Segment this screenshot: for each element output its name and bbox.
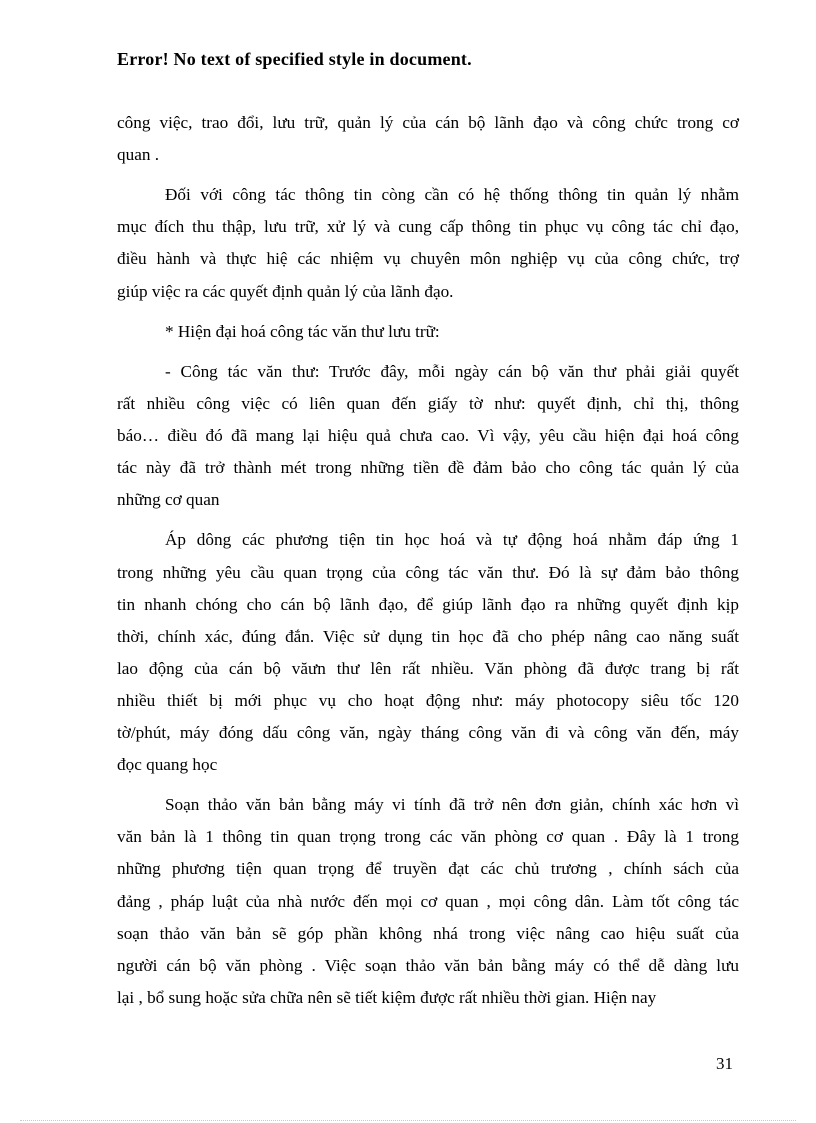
text-line: soạn thảo văn bản sẽ góp phần không nhá trong việc nâng cao hiệu suất của	[117, 924, 739, 943]
text-line: nhiều thiết bị mới phục vụ cho hoạt động như: máy photocopy siêu tốc 120	[117, 691, 739, 710]
page-number: 31	[716, 1054, 733, 1073]
text-line: * Hiện đại hoá công tác văn thư lưu trữ:	[165, 322, 440, 341]
text-line: báo… điều đó đã mang lại hiệu quả chưa cao. Vì vậy, yêu cầu hiện đại hoá công	[117, 426, 739, 445]
text-line: đảng , pháp luật của nhà nước đến mọi cơ quan , mọi công dân. Làm tốt công tác	[117, 892, 739, 911]
text-line: tin nhanh chóng cho cán bộ lãnh đạo, để giúp lãnh đạo ra những quyết định kịp	[117, 595, 739, 614]
text-line: Soạn thảo văn bản bằng máy vi tính đã trở nên đơn giản, chính xác hơn vì	[165, 795, 739, 814]
text-line: trong những yêu cầu quan trọng của công tác văn thư. Đó là sự đảm bảo thông	[117, 563, 739, 582]
text-line: Áp dông các phương tiện tin học hoá và tự động hoá nhằm đáp ứng 1	[165, 530, 739, 549]
text-line: văn bản là 1 thông tin quan trọng trong các văn phòng cơ quan . Đây là 1 trong	[117, 827, 739, 846]
text-line: người cán bộ văn phòng . Việc soạn thảo văn bản bằng máy có thể dễ dàng lưu	[117, 956, 739, 975]
text-line: mục đích thu thập, lưu trữ, xử lý và cung cấp thông tin phục vụ công tác chỉ đạo,	[117, 217, 739, 236]
text-line: công việc, trao đổi, lưu trữ, quản lý của cán bộ lãnh đạo và công chức trong cơ	[117, 113, 739, 132]
text-line: đọc quang học	[117, 755, 218, 774]
text-line: Đối với công tác thông tin còng cần có hệ thống thông tin quản lý nhằm	[165, 185, 739, 204]
text-line: rất nhiều công việc có liên quan đến giấy tờ như: quyết định, chỉ thị, thông	[117, 394, 739, 413]
text-line: lại , bổ sung hoặc sửa chữa nên sẽ tiết kiệm được rất nhiều thời gian. Hiện nay	[117, 988, 657, 1007]
text-line: tác này đã trở thành mét trong những tiền đề đảm bảo cho công tác quản lý của	[117, 458, 739, 477]
page-divider	[20, 1120, 796, 1121]
text-line: lao động của cán bộ văưn thư lên rất nhiều. Văn phòng đã được trang bị rất	[117, 659, 739, 678]
page-header: Error! No text of specified style in document.	[117, 49, 472, 69]
text-line: điều hành và thực hiệ các nhiệm vụ chuyên môn nghiệp vụ của công chức, trợ	[117, 249, 739, 268]
text-line: quan .	[117, 145, 160, 164]
text-line: - Công tác văn thư: Trước đây, mỗi ngày cán bộ văn thư phải giải quyết	[165, 362, 739, 381]
text-line: tờ/phút, máy đóng dấu công văn, ngày tháng công văn đi và công văn đến, máy	[117, 723, 739, 742]
text-line: những cơ quan	[117, 490, 220, 509]
text-line: những phương tiện quan trọng để truyền đạt các chủ trương , chính sách của	[117, 859, 739, 878]
text-line: giúp việc ra các quyết định quản lý của lãnh đạo.	[117, 282, 454, 301]
text-line: thời, chính xác, đúng đắn. Việc sử dụng tin học đã cho phép nâng cao năng suất	[117, 627, 739, 646]
